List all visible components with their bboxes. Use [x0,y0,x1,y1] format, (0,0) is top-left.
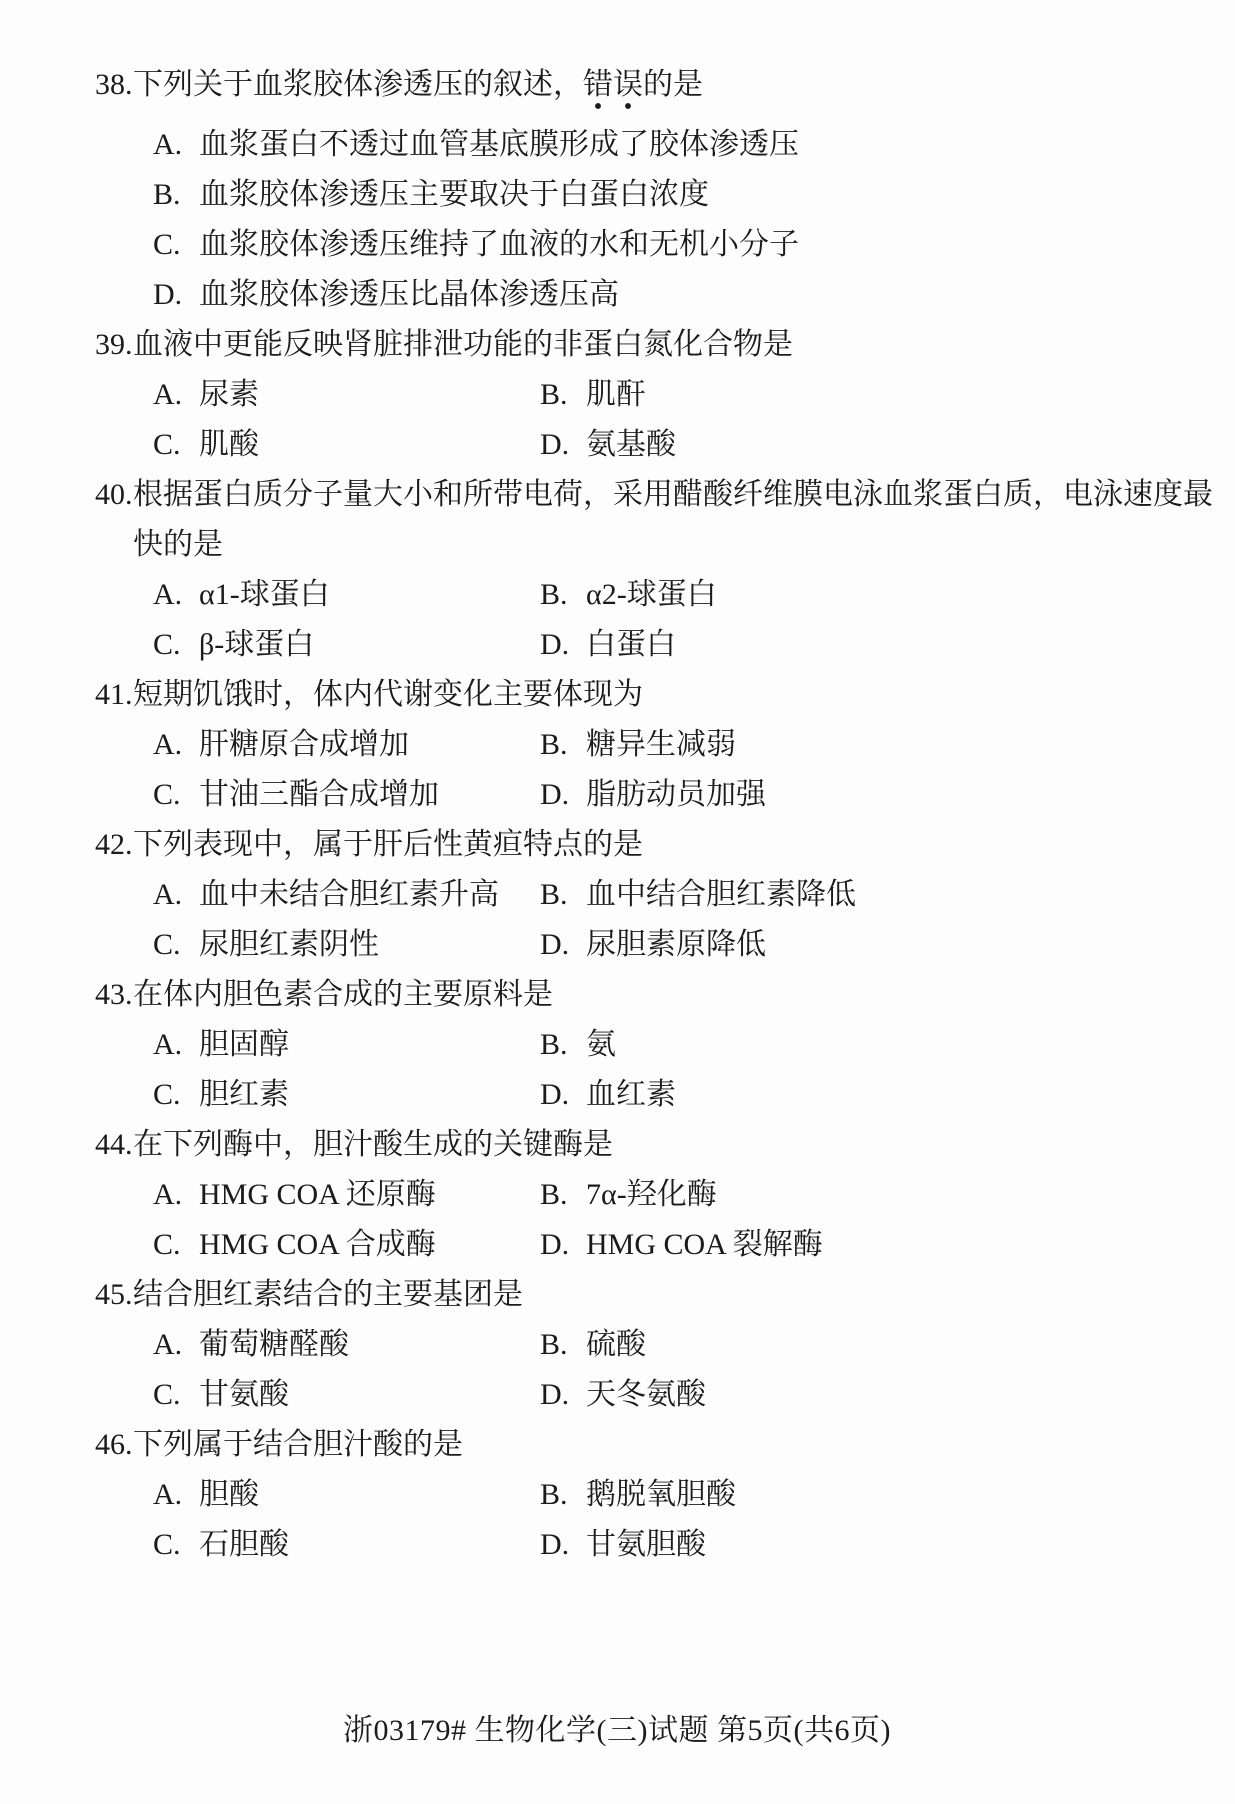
option-text: 氨 [586,1028,616,1061]
option-text: 甘油三酯合成增加 [199,778,439,811]
question-block [0,1120,1235,1270]
option-text: 7α-羟化酶 [586,1178,717,1211]
option [153,1370,540,1420]
option-text: α1-球蛋白 [199,578,330,611]
question-stem-row [0,470,1235,570]
option-label: B. [540,728,568,761]
question-number: 44. [95,1128,133,1161]
option [540,1520,1235,1570]
option [540,1070,1235,1120]
option-text: α2-球蛋白 [586,578,717,611]
option-label: B. [540,1028,568,1061]
option-label: B. [540,1178,568,1211]
question-stem-row [0,970,1235,1020]
question-block [0,1420,1235,1570]
option-text: 脂肪动员加强 [586,778,766,811]
option-label: D. [540,428,570,461]
option [153,1020,540,1070]
option [540,620,1235,670]
option-label: D. [540,1078,570,1111]
option-text: 肌酸 [199,428,259,461]
question-stem-row [0,820,1235,870]
stem-text: 的是 [643,68,703,101]
option-label: C. [153,228,181,261]
option-text: 胆酸 [199,1478,259,1511]
stem-emphasis: 错误 [583,68,643,111]
option-label: C. [153,928,181,961]
option [153,1520,540,1570]
question-block [0,60,1235,320]
question-number: 38. [95,68,133,101]
option-text: HMG COA 合成酶 [199,1228,436,1261]
question-block [0,820,1235,970]
option-text: 肌酐 [586,378,646,411]
option [153,270,1235,320]
question-block [0,970,1235,1120]
page-footer: 浙03179# 生物化学(三)试题 第5页(共6页) [343,1714,891,1747]
option-label: C. [153,1378,181,1411]
option-text: 天冬氨酸 [586,1378,706,1411]
question-block [0,320,1235,470]
option [153,1070,540,1120]
option-label: A. [153,1178,183,1211]
options [0,570,1235,670]
options [0,870,1235,970]
option-label: A. [153,728,183,761]
option [153,1470,540,1520]
options [0,1470,1235,1570]
option-text: 胆红素 [199,1078,289,1111]
option [153,620,540,670]
option [153,370,540,420]
option-text: 硫酸 [586,1328,646,1361]
option-label: D. [540,1378,570,1411]
option-label: B. [540,578,568,611]
question-number: 40. [95,478,133,511]
option-text: 氨基酸 [586,428,676,461]
stem-text: 下列关于血浆胶体渗透压的叙述， [133,68,583,101]
question-stem: 短期饥饿时，体内代谢变化主要体现为 [133,678,643,711]
option [540,920,1235,970]
option [153,420,540,470]
option-label: C. [153,1528,181,1561]
option-label: B. [540,1478,568,1511]
options [0,720,1235,820]
question-block [0,1270,1235,1420]
option-label: B. [540,1328,568,1361]
option-text: 血中结合胆红素降低 [586,878,856,911]
option [153,570,540,620]
option-label: D. [540,778,570,811]
question-stem: 在下列酶中，胆汁酸生成的关键酶是 [133,1128,613,1161]
option-text: 血浆胶体渗透压主要取决于白蛋白浓度 [199,178,709,211]
option-text: 血浆胶体渗透压维持了血液的水和无机小分子 [199,228,799,261]
option-label: B. [153,178,181,211]
question-stem: 在体内胆色素合成的主要原料是 [133,978,553,1011]
option-label: A. [153,378,183,411]
option-label: A. [153,1328,183,1361]
option-label: C. [153,1078,181,1111]
option [540,770,1235,820]
option [153,720,540,770]
option-label: B. [540,378,568,411]
option-text: 石胆酸 [199,1528,289,1561]
options [0,1320,1235,1420]
option [153,920,540,970]
option [540,370,1235,420]
option-text: 甘氨酸 [199,1378,289,1411]
option-text: 血中未结合胆红素升高 [199,878,499,911]
option [540,870,1235,920]
option-label: A. [153,1028,183,1061]
option-text: 血浆蛋白不透过血管基底膜形成了胶体渗透压 [199,128,799,161]
option-text: 胆固醇 [199,1028,289,1061]
question-stem: 下列表现中，属于肝后性黄疸特点的是 [133,828,643,861]
option-text: 鹅脱氧胆酸 [586,1478,736,1511]
question-stem-row [0,60,1235,110]
option [540,570,1235,620]
option-label: A. [153,578,183,611]
question-stem-row [0,1120,1235,1170]
option-label: D. [540,628,570,661]
option-label: C. [153,628,181,661]
option-text: β-球蛋白 [199,628,315,661]
question-stem: 根据蛋白质分子量大小和所带电荷，采用醋酸纤维膜电泳血浆蛋白质，电泳速度最快的是 [133,478,1213,561]
option-label: C. [153,778,181,811]
option [540,1320,1235,1370]
option-label: D. [540,928,570,961]
question-stem-row [0,1270,1235,1320]
question-stem-row [0,1420,1235,1470]
option-label: A. [153,128,183,161]
question-block [0,670,1235,820]
option-text: 血浆胶体渗透压比晶体渗透压高 [199,278,619,311]
option-text: 葡萄糖醛酸 [199,1328,349,1361]
question-number: 46. [95,1428,133,1461]
question-stem-row [0,670,1235,720]
option-label: B. [540,878,568,911]
question-stem: 血液中更能反映肾脏排泄功能的非蛋白氮化合物是 [133,328,793,361]
option-text: 尿素 [199,378,259,411]
option [153,1320,540,1370]
question-number: 45. [95,1278,133,1311]
options [0,1170,1235,1270]
question-number: 39. [95,328,133,361]
option [153,120,1235,170]
options [0,120,1235,320]
question-number: 41. [95,678,133,711]
option [153,1220,540,1270]
option-text: 尿胆红素阴性 [199,928,379,961]
option [540,1370,1235,1420]
question-stem: 下列属于结合胆汁酸的是 [133,1428,463,1461]
option-text: 肝糖原合成增加 [199,728,409,761]
option [153,870,540,920]
options [0,1020,1235,1120]
option-label: A. [153,878,183,911]
option-text: 尿胆素原降低 [586,928,766,961]
option-text: 白蛋白 [586,628,676,661]
options [0,370,1235,470]
question-stem-row [0,320,1235,370]
option-label: D. [153,278,183,311]
option-label: D. [540,1528,570,1561]
option-label: C. [153,1228,181,1261]
option-text: HMG COA 还原酶 [199,1178,436,1211]
option [540,1470,1235,1520]
question-block [0,470,1235,670]
option-text: HMG COA 裂解酶 [586,1228,823,1261]
option [540,1220,1235,1270]
option [540,420,1235,470]
option [540,1170,1235,1220]
question-number: 42. [95,828,133,861]
option [540,720,1235,770]
question-stem: 结合胆红素结合的主要基团是 [133,1278,523,1311]
question-number: 43. [95,978,133,1011]
question-stem [133,60,1219,110]
option-text: 血红素 [586,1078,676,1111]
option [153,220,1235,270]
option-text: 甘氨胆酸 [586,1528,706,1561]
option [153,770,540,820]
option-label: A. [153,1478,183,1511]
option [153,1170,540,1220]
option [540,1020,1235,1070]
option-label: D. [540,1228,570,1261]
option-text: 糖异生减弱 [586,728,736,761]
option-label: C. [153,428,181,461]
option [153,170,1235,220]
